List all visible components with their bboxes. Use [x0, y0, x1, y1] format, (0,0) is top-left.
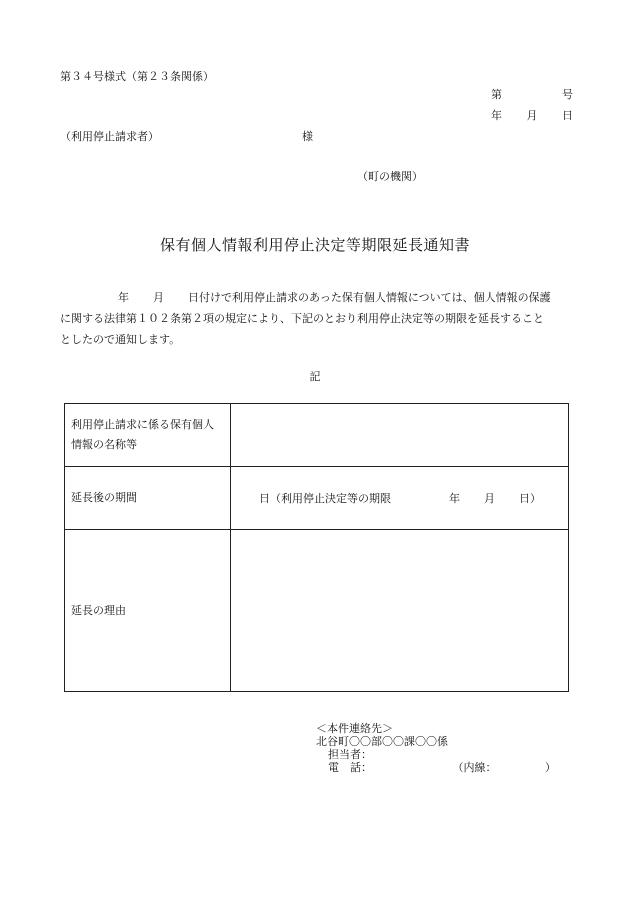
extended-period-label: 延長後の期間	[65, 467, 231, 530]
extended-period-value	[231, 467, 569, 530]
period-year: 年	[449, 492, 460, 505]
contact-extension-open: （内線：	[458, 761, 491, 774]
body-line-3: としたので通知します。	[60, 333, 181, 346]
contact-extension-close: ）	[545, 761, 556, 774]
document-number	[491, 86, 573, 102]
target-info-value	[231, 404, 569, 467]
body-year: 年	[118, 291, 129, 304]
contact-phone-row	[316, 761, 556, 774]
body-paragraph	[60, 287, 574, 350]
table-row	[65, 467, 569, 530]
document-number-prefix: 第	[491, 88, 502, 101]
info-table	[64, 403, 569, 692]
period-day-text: 日（利用停止決定等の期限	[259, 492, 391, 505]
date-month: 月	[526, 109, 538, 122]
extension-reason-label: 延長の理由	[65, 530, 231, 692]
body-line-1-rest: 日付けで利用停止請求のあった保有個人情報については、個人情報の保護	[188, 291, 551, 304]
page-title: 保有個人情報利用停止決定等期限延長通知書	[159, 236, 470, 254]
document-date	[491, 107, 573, 123]
date-year: 年	[491, 109, 502, 122]
body-month: 月	[153, 291, 164, 304]
document-number-suffix: 号	[562, 88, 573, 101]
recipient-label: （利用停止請求者）	[60, 130, 159, 143]
body-line-1	[60, 287, 574, 308]
contact-department: 北谷町〇〇部〇〇課〇〇係	[316, 735, 448, 748]
honorific: 様	[302, 130, 313, 143]
form-number: 第３４号様式（第２３条関係）	[60, 70, 214, 83]
contact-phone-label: 電 話：	[328, 761, 372, 774]
issuer-label: （町の機関）	[357, 170, 423, 183]
target-info-label: 利用停止請求に係る保有個人情報の名称等	[65, 404, 231, 467]
period-month: 月	[484, 492, 495, 505]
period-end: 日）	[519, 492, 541, 505]
body-line-2: に関する法律第１０２条第２項の規定により、下記のとおり利用停止決定等の期限を延長すること	[60, 312, 544, 325]
contact-block	[316, 722, 556, 774]
extension-reason-value	[231, 530, 569, 692]
table-row	[65, 530, 569, 692]
contact-person-label: 担当者：	[328, 748, 372, 761]
table-row	[65, 404, 569, 467]
contact-heading: ＜本件連絡先＞	[316, 722, 393, 735]
date-day: 日	[562, 109, 573, 122]
ki-heading: 記	[309, 370, 321, 383]
